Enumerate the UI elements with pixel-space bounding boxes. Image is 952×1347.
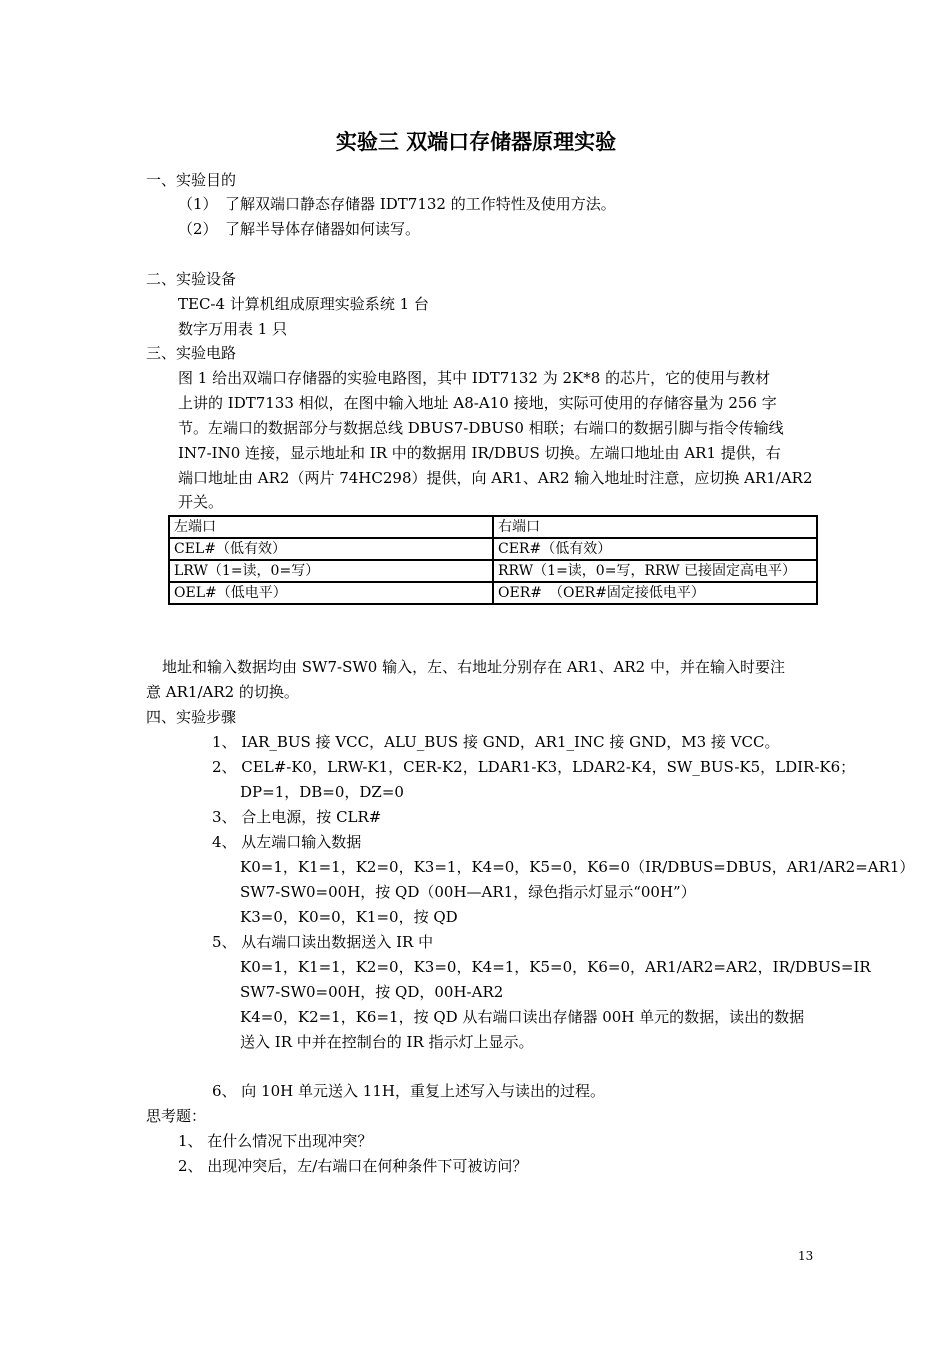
question-item-2: 2、 出现冲突后，左/右端口在何种条件下可被访问？ — [178, 1157, 528, 1175]
table-header-left: 左端口 — [169, 516, 493, 538]
question-item-1: 1、 在什么情况下出现冲突？ — [178, 1132, 373, 1150]
circuit-para-line: 图 1 给出双端口存储器的实验电路图，其中 IDT7132 为 2K*8 的芯片，它的使用与教材 — [178, 369, 771, 387]
table-row — [169, 538, 817, 560]
section-heading-purpose: 一、实验目的 — [146, 171, 237, 189]
circuit-para-line: 端口地址由 AR2（两片 74HC298）提供，向 AR1、AR2 输入地址时注意，应切换 AR1/AR2 — [178, 469, 813, 487]
step-line: SW7-SW0=00H，按 QD，00H-AR2 — [240, 983, 504, 1001]
step-line: 5、 从右端口读出数据送入 IR 中 — [212, 933, 434, 951]
table-cell: LRW（1=读，0=写） — [169, 560, 493, 582]
step-line: 4、 从左端口输入数据 — [212, 833, 362, 851]
purpose-item-2: （2） 了解半导体存储器如何读写。 — [178, 220, 421, 238]
step-line: SW7-SW0=00H，按 QD（00H—AR1，绿色指示灯显示“00H”） — [240, 883, 696, 901]
step-line: DP=1，DB=0，DZ=0 — [240, 783, 404, 801]
port-signal-table — [168, 515, 818, 605]
table-cell: CER#（低有效） — [493, 538, 817, 560]
step-line: 2、 CEL#-K0，LRW-K1，CER-K2，LDAR1-K3，LDAR2-K4，SW_BUS-K5，LDIR-K6； — [212, 758, 856, 776]
section-heading-steps: 四、实验步骤 — [146, 708, 237, 726]
note-line: 意 AR1/AR2 的切换。 — [146, 683, 299, 701]
section-heading-questions: 思考题： — [146, 1107, 207, 1125]
step-line: K0=1，K1=1，K2=0，K3=1，K4=0，K5=0，K6=0（IR/DBUS=DBUS，AR1/AR2=AR1） — [240, 858, 915, 876]
table-header-right: 右端口 — [493, 516, 817, 538]
step-line: K4=0，K2=1，K6=1，按 QD 从右端口读出存储器 00H 单元的数据，读出的数据 — [240, 1008, 805, 1026]
circuit-para-line: IN7-IN0 连接，显示地址和 IR 中的数据用 IR/DBUS 切换。左端口地址由 AR1 提供，右 — [178, 444, 781, 462]
circuit-para-line: 节。左端口的数据部分与数据总线 DBUS7-DBUS0 相联；右端口的数据引脚与指令传输线 — [178, 419, 784, 437]
table-cell: OER# （OER#固定接低电平） — [493, 582, 817, 604]
table-row — [169, 582, 817, 604]
step-line: 3、 合上电源，按 CLR# — [212, 808, 382, 826]
circuit-para-line: 上讲的 IDT7133 相似，在图中输入地址 A8-A10 接地，实际可使用的存储容量为 256 字 — [178, 394, 777, 412]
note-line: 地址和输入数据均由 SW7-SW0 输入，左、右地址分别存在 AR1、AR2 中，并在输入时要注 — [162, 658, 785, 676]
step-line: K3=0，K0=0，K1=0，按 QD — [240, 908, 458, 926]
purpose-item-1: （1） 了解双端口静态存储器 IDT7132 的工作特性及使用方法。 — [178, 195, 616, 213]
section-heading-circuit: 三、实验电路 — [146, 344, 237, 362]
table-cell: CEL#（低有效） — [169, 538, 493, 560]
page-title: 实验三 双端口存储器原理实验 — [335, 129, 617, 154]
table-cell: RRW（1=读，0=写，RRW 已接固定高电平） — [493, 560, 817, 582]
section-heading-equipment: 二、实验设备 — [146, 270, 237, 288]
table-header-row — [169, 516, 817, 538]
step-line: 1、 IAR_BUS 接 VCC，ALU_BUS 接 GND，AR1_INC 接 GND，M3 接 VCC。 — [212, 733, 780, 751]
equipment-item-1: TEC-4 计算机组成原理实验系统 1 台 — [178, 295, 429, 313]
table-row — [169, 560, 817, 582]
table-cell: OEL#（低电平） — [169, 582, 493, 604]
equipment-item-2: 数字万用表 1 只 — [178, 320, 288, 338]
step-line: 6、 向 10H 单元送入 11H，重复上述写入与读出的过程。 — [212, 1082, 605, 1100]
page-number: 13 — [798, 1249, 814, 1263]
step-line: 送入 IR 中并在控制台的 IR 指示灯上显示。 — [240, 1033, 534, 1051]
step-line: K0=1，K1=1，K2=0，K3=0，K4=1，K5=0，K6=0，AR1/AR2=AR2，IR/DBUS=IR — [240, 958, 871, 976]
circuit-para-line: 开关。 — [178, 493, 224, 511]
